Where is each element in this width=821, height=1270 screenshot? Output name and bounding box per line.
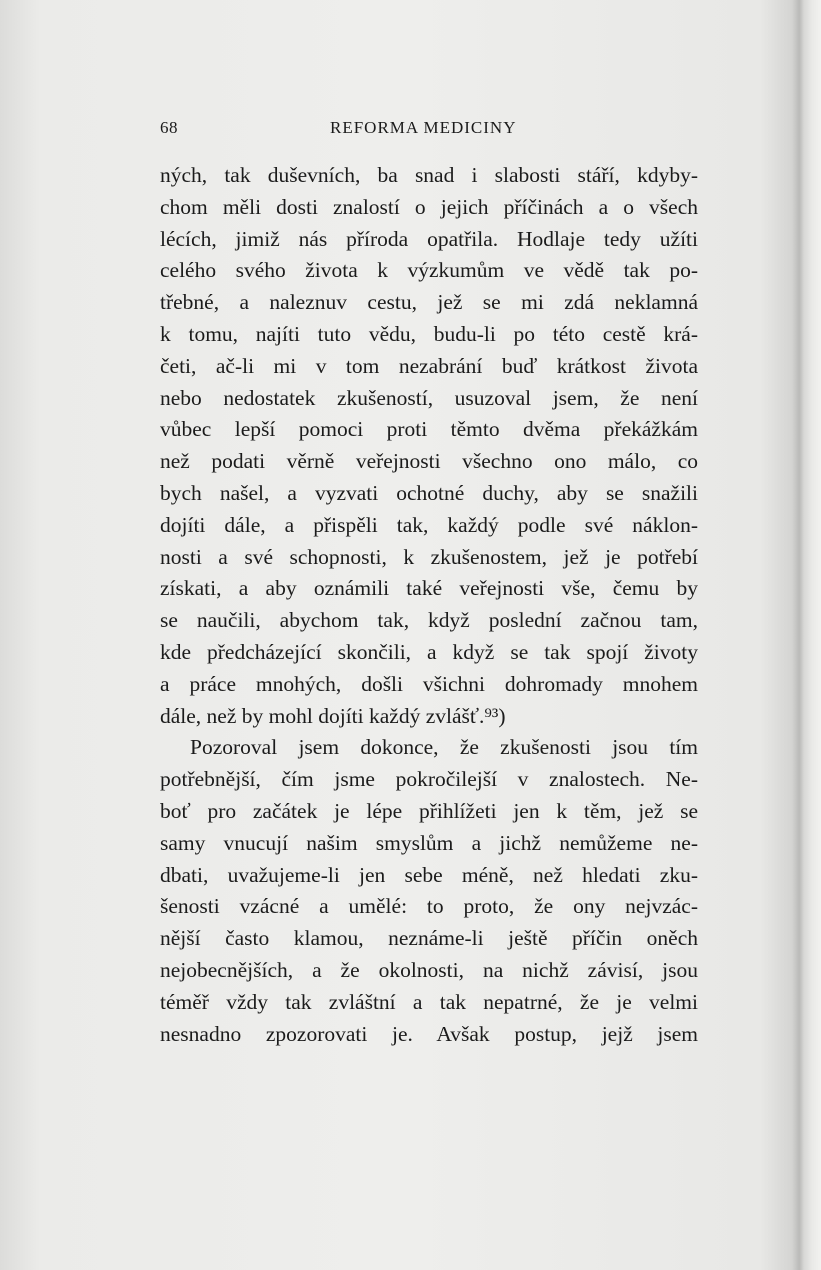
text-line: celého svého života k výzkumům ve vědě tak po-	[160, 258, 698, 283]
text-line: kde předcházející skončili, a když se tak spojí životy	[160, 639, 698, 664]
text-line: nebo nedostatek zkušeností, usuzoval jsem, že není	[160, 385, 698, 410]
text-line: dbati, uvažujeme-li jen sebe méně, než hledati zku-	[160, 862, 698, 887]
text-line: než podati věrně veřejnosti všechno ono málo, co	[160, 449, 698, 474]
text-line: bych našel, a vyzvati ochotné duchy, aby se snažili	[160, 480, 698, 505]
paragraph-last-line: dále, než by mohl dojíti každý zvlášť.⁹³)	[160, 703, 506, 728]
text-line: získati, a aby oznámili také veřejnosti vše, čemu by	[160, 576, 698, 601]
text-line: chom měli dosti znalostí o jejich příčinách a o všech	[160, 194, 698, 219]
text-line: šenosti vzácné a umělé: to proto, že ony nejvzác-	[160, 894, 698, 919]
text-line: nější často klamou, neznáme-li ještě příčin oněch	[160, 926, 698, 951]
text-line: k tomu, najíti tuto vědu, budu-li po této cestě krá-	[160, 321, 698, 346]
text-line: nosti a své schopnosti, k zkušenostem, jež je potřebí	[160, 544, 698, 569]
text-line: nejobecnějších, a že okolnosti, na nichž závisí, jsou	[160, 957, 698, 982]
text-line: četi, ač-li mi v tom nezabrání buď krátkost života	[160, 353, 698, 378]
text-line: třebné, a naleznuv cestu, jež se mi zdá neklamná	[160, 290, 698, 315]
text-line: lécích, jimiž nás příroda opatřila. Hodlaje tedy užíti	[160, 226, 698, 251]
text-line: boť pro začátek je lépe přihlížeti jen k těm, jež se	[160, 798, 698, 823]
text-line: a práce mnohých, došli všichni dohromady mnohem	[160, 671, 698, 696]
text-line: potřebnější, čím jsme pokročilejší v znalostech. Ne-	[160, 767, 698, 792]
page-edge-shadow	[792, 0, 804, 1270]
text-line: samy vnucují našim smyslům a jichž nemůžeme ne-	[160, 830, 698, 855]
running-title: REFORMA MEDICINY	[330, 118, 517, 137]
text-line: se naučili, abychom tak, když poslední začnou tam,	[160, 608, 698, 633]
text-line: dojíti dále, a přispěli tak, každý podle své náklon-	[160, 512, 698, 537]
body-text	[160, 160, 698, 1050]
text-line: téměř vždy tak zvláštní a tak nepatrné, že je velmi	[160, 989, 698, 1014]
text-line: ných, tak duševních, ba snad i slabosti stáří, kdyby-	[160, 163, 698, 187]
page-number: 68	[160, 118, 178, 137]
paragraph-first-line: Pozoroval jsem dokonce, že zkušenosti jsou tím	[190, 735, 698, 760]
text-line: vůbec lepší pomoci proti těmto dvěma překážkám	[160, 417, 698, 442]
text-line: nesnadno zpozorovati je. Avšak postup, jejž jsem	[160, 1021, 698, 1046]
running-head	[160, 118, 700, 142]
